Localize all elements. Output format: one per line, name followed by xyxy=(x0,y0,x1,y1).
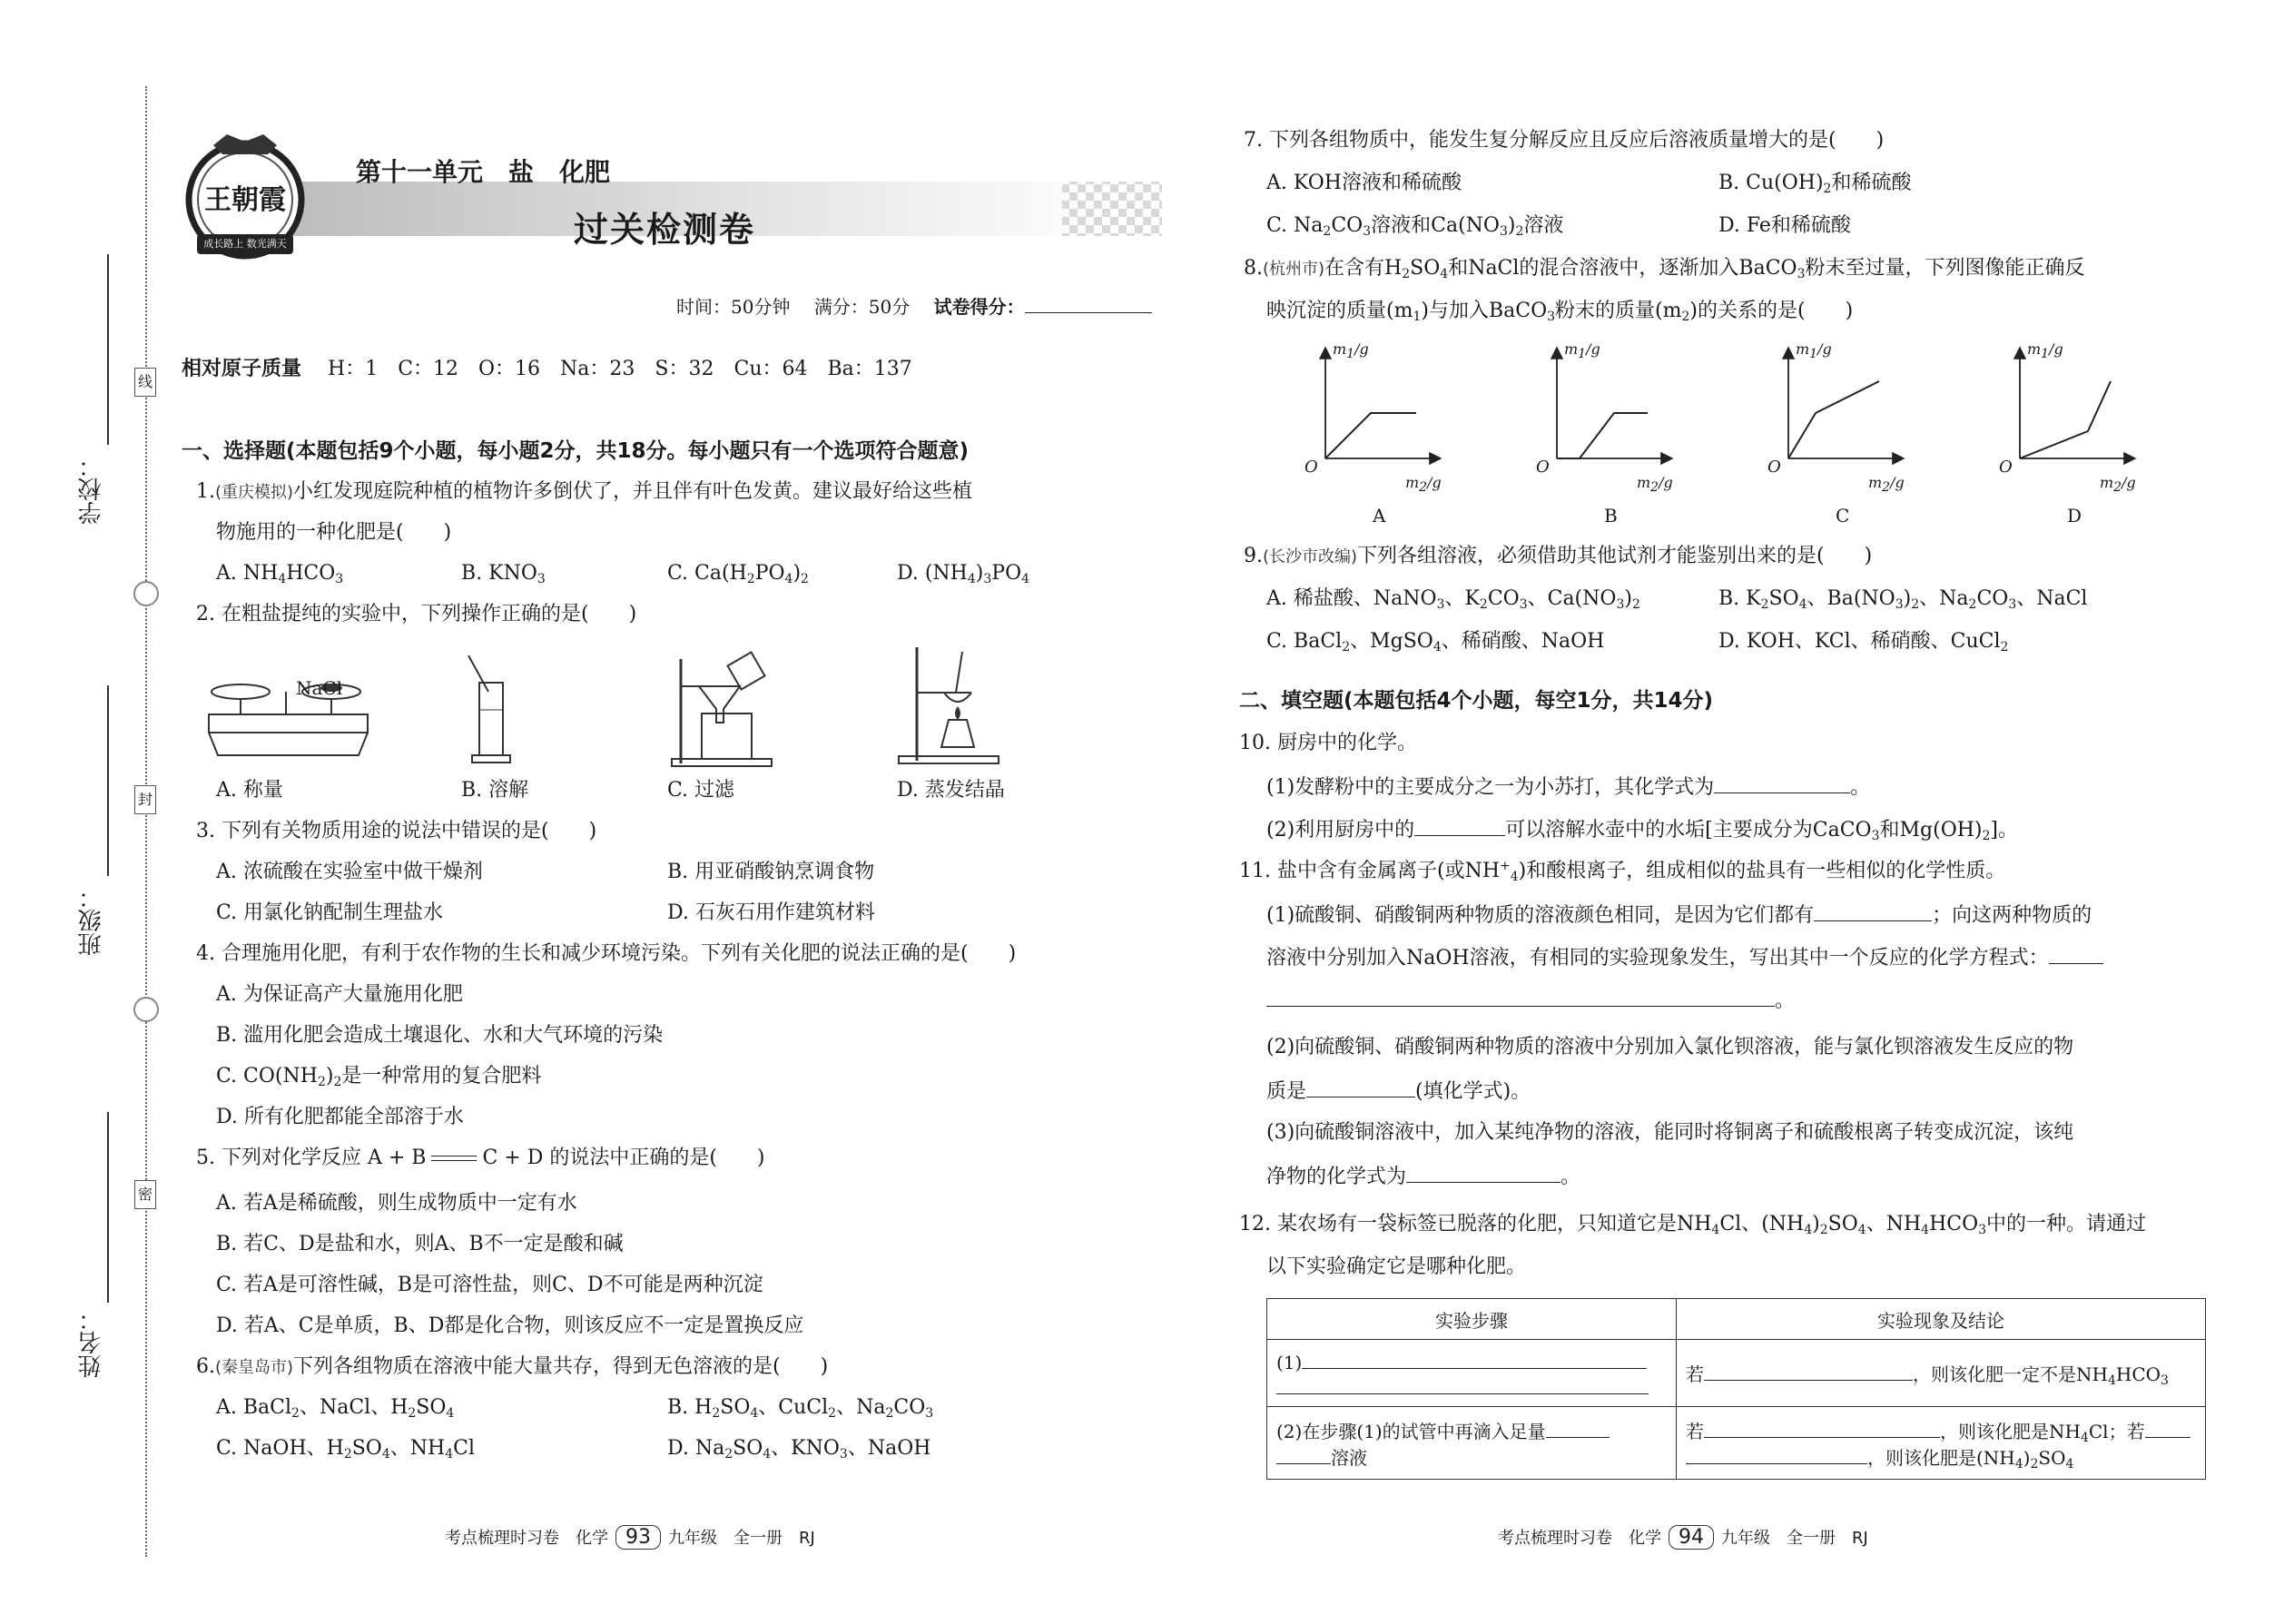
exam-full-score: 满分：50分 xyxy=(813,296,911,318)
q8-text-g: )的关系的是( ) xyxy=(1689,300,1854,322)
exam-time: 时间：50分钟 xyxy=(676,296,791,318)
score-blank xyxy=(1025,292,1152,313)
q9-option-b[interactable]: B. $K_2SO_4$、$Ba(NO_3)_2$、$Na_2CO_3$、NaCl xyxy=(1718,587,2088,612)
q11-blank-2[interactable] xyxy=(1266,986,1775,1007)
q10-part1: (1)发酵粉中的主要成分之一为小苏打，其化学式为 。 xyxy=(1266,773,1870,802)
q3-option-a[interactable]: A. 浓硫酸在实验室中做干燥剂 xyxy=(216,861,483,883)
table-row1-steps xyxy=(1267,1340,1677,1407)
footer-left-book: 考点梳理时习卷 化学 xyxy=(445,1529,608,1548)
q4-option-a[interactable]: A. 为保证高产大量施用化肥 xyxy=(216,983,463,1006)
graph-d-ylabel: $m_1/g$ xyxy=(2027,340,2063,361)
nacl-label: NaCl xyxy=(296,677,343,699)
q9-text: 下列各组溶液，必须借助其他试剂才能鉴别出来的是( ) xyxy=(1357,545,1873,567)
q5-option-d[interactable]: D. 若A、C是单质，B、D都是化合物，则该反应不一定是置换反应 xyxy=(216,1314,804,1337)
table-blank-1[interactable] xyxy=(1302,1348,1647,1369)
question-5 xyxy=(196,1145,765,1172)
q7-option-d[interactable]: D. Fe和稀硫酸 xyxy=(1718,214,1851,237)
q5-option-a[interactable]: A. 若A是稀硫酸，则生成物质中一定有水 xyxy=(216,1192,577,1215)
q3-option-d[interactable]: D. 石灰石用作建筑材料 xyxy=(667,901,875,924)
q8-text-c: 粉末至过量，下列图像能正确反 xyxy=(1805,257,2085,280)
question-9 xyxy=(1244,543,1872,571)
q1-option-a[interactable]: A. $NH_4HCO_3$ xyxy=(216,562,344,586)
balance-illustration xyxy=(200,674,381,764)
exam-meta xyxy=(676,292,1152,320)
filter-illustration xyxy=(667,650,776,768)
page-number-right: 94 xyxy=(1669,1525,1714,1550)
table-row2-if: 若 xyxy=(1686,1420,1704,1442)
graph-c-y-var: m xyxy=(1796,340,1810,358)
q2-option-d[interactable]: D. 蒸发结晶 xyxy=(897,779,1005,802)
graph-c-curve xyxy=(1788,381,1879,458)
q5-option-c[interactable]: C. 若A是可溶性碱，B是可溶性盐，则C、D不可能是两种沉淀 xyxy=(216,1274,763,1296)
q8-source: (杭州市) xyxy=(1263,260,1325,279)
q12-text-d: 、NH xyxy=(1866,1213,1922,1235)
q8-text-f: 粉末的质量(m xyxy=(1555,300,1682,322)
experiment-table xyxy=(1266,1298,2206,1480)
q11-text-b: )和酸根离子，组成相似的盐具有一些相似的化学性质。 xyxy=(1518,860,2006,882)
q9-option-a-label: A. 稀盐酸、NaNO xyxy=(1266,587,1437,610)
q2-option-c[interactable]: C. 过滤 xyxy=(667,779,735,802)
footer-right xyxy=(1498,1525,1868,1550)
graph-b-curve xyxy=(1557,413,1648,458)
q10-part2-text-b: 可以溶解水壶中的水垢[主要成分为CaCO xyxy=(1505,819,1872,842)
table-header-row xyxy=(1267,1299,2206,1340)
table-row1-step-label: (1) xyxy=(1276,1351,1303,1373)
graph-d-x-unit: /g xyxy=(2122,474,2136,491)
section1-title: 一、选择题(本题包括9个小题，每小题2分，共18分。每小题只有一个选项符合题意) xyxy=(182,439,970,463)
q10-part2-text-d: ]。 xyxy=(1990,819,2019,842)
table-header-results: 实验现象及结论 xyxy=(1677,1299,2206,1340)
table-row xyxy=(1267,1340,2206,1407)
graph-d-xlabel: $m_2/g$ xyxy=(2100,474,2136,495)
q6-option-d[interactable]: D. $Na_2SO_4$、$KNO_3$、NaOH xyxy=(667,1437,931,1462)
q12-text-a: 12. 某农场有一袋标签已脱落的化肥，只知道它是NH xyxy=(1239,1213,1712,1235)
q7-option-c[interactable]: C. $Na_2CO_3$溶液和$Ca(NO_3)_2$溶液 xyxy=(1266,214,1564,239)
q10-part2-text-a: (2)利用厨房中的 xyxy=(1266,819,1415,842)
graph-b-y-var: m xyxy=(1564,340,1579,358)
q5-equals-sign xyxy=(431,1156,477,1161)
section2-title: 二、填空题(本题包括4个小题，每空1分，共14分) xyxy=(1239,689,1714,713)
table-row2-steps xyxy=(1267,1407,1677,1480)
q7-option-b[interactable]: B. $Cu(OH)_2$和稀硫酸 xyxy=(1718,172,1912,196)
q10-part2: (2)利用厨房中的 可以溶解水壶中的水垢[主要成分为CaCO$_3$和$Mg(OH)_2$]。 xyxy=(1266,815,2018,844)
q6-option-d-label: D. Na xyxy=(667,1437,725,1460)
q7-option-b-label: B. Cu(OH) xyxy=(1718,172,1824,194)
q6-option-c[interactable]: C. NaOH、$H_2SO_4$、$NH_4Cl$ xyxy=(216,1437,475,1462)
side-mark-close: 密 xyxy=(134,1180,156,1209)
q12-text-e: HCO xyxy=(1929,1213,1979,1235)
q1-option-d[interactable]: D. $(NH_4)_3PO_4$ xyxy=(897,562,1030,586)
table-row2-conclusion-a: ，则该化肥是NH xyxy=(1940,1420,2081,1442)
graph-b-xlabel: $m_2/g$ xyxy=(1637,474,1673,495)
dissolve-illustration xyxy=(463,655,517,769)
graph-c-ylabel: $m_1/g$ xyxy=(1796,340,1832,361)
q12-text-b: Cl、(NH xyxy=(1719,1213,1805,1235)
q4-option-d[interactable]: D. 所有化肥都能全部溶于水 xyxy=(216,1106,464,1128)
q1-option-c-label: C. Ca(H xyxy=(667,562,747,585)
atomic-mass-label: 相对原子质量 xyxy=(182,358,302,380)
q6-option-c-label: C. NaOH、H xyxy=(216,1437,344,1460)
q8-option-b[interactable]: B xyxy=(1604,505,1618,527)
q8-text-b: 和NaCl的混合溶液中，逐渐加入BaCO xyxy=(1448,257,1797,280)
q8-number: 8. xyxy=(1244,257,1263,280)
question-4: 4. 合理施用化肥，有利于农作物的生长和减少环境污染。下列有关化肥的说法正确的是( ) xyxy=(196,942,1017,965)
q8-option-c[interactable]: C xyxy=(1836,505,1850,527)
q5-text-a: 5. 下列对化学反应 A + B xyxy=(196,1147,427,1169)
graph-c xyxy=(1788,349,1902,458)
logo-brand: 王朝霞 xyxy=(204,184,286,216)
question-1 xyxy=(196,478,972,507)
q9-option-c-label: C. BaCl xyxy=(1266,630,1343,653)
q6-number: 6. xyxy=(196,1355,215,1378)
table-row2-formula-a: Cl；若 xyxy=(2088,1420,2145,1442)
binding-hole xyxy=(133,997,159,1022)
q10-part2-text-c: 和Mg(OH) xyxy=(1879,819,1983,842)
q11-part1-eq: 。 xyxy=(1266,986,1795,1015)
graph-a-ylabel: $m_1/g$ xyxy=(1333,340,1369,361)
q6-option-a-label: A. BaCl xyxy=(216,1396,292,1419)
q11-blank-3[interactable] xyxy=(1306,1077,1415,1097)
side-class-blank xyxy=(107,685,109,876)
q2-option-b[interactable]: B. 溶解 xyxy=(461,779,529,802)
q8-option-d[interactable]: D xyxy=(2067,505,2082,527)
q8-text-d: 映沉淀的质量(m xyxy=(1266,300,1413,322)
q9-option-c[interactable]: C. BaCl$_2$、MgSO$_4$、稀硝酸、NaOH xyxy=(1266,630,1605,655)
q11-part1-text-b: ；向这两种物质的 xyxy=(1932,904,2092,927)
q1-text: 小红发现庭院种植的植物许多倒伏了，并且伴有叶色发黄。建议最好给这些植 xyxy=(293,480,973,503)
q8-text-cont: 映沉淀的质量$(m_1)$与加入BaCO$_3$粉末的质量$(m_2)$的关系的是( ) xyxy=(1266,300,1854,324)
page-number-left: 93 xyxy=(615,1525,661,1550)
table-blank-1b[interactable] xyxy=(1276,1373,1649,1394)
side-class-label: 班级： xyxy=(78,885,105,956)
graph-b-ylabel: $m_1/g$ xyxy=(1564,340,1600,361)
side-mark-line: 线 xyxy=(134,368,156,397)
graph-c-x-unit: /g xyxy=(1890,474,1905,491)
graph-d-y-var: m xyxy=(2027,340,2042,358)
q11-part2: (2)向硫酸铜、硝酸铜两种物质的溶液中分别加入氯化钡溶液，能与氯化钡溶液发生反应的物 xyxy=(1266,1036,2074,1058)
q1-number: 1. xyxy=(196,480,215,503)
table-row1-formula: HCO xyxy=(2115,1363,2161,1385)
q11-part3-text-b: 净物的化学式为 xyxy=(1266,1166,1407,1188)
q11-part3-cont: 净物的化学式为 。 xyxy=(1266,1162,1580,1191)
graph-a-y-var: m xyxy=(1333,340,1347,358)
graph-d xyxy=(2020,349,2133,458)
question-3: 3. 下列有关物质用途的说法中错误的是( ) xyxy=(196,820,597,842)
q11-part2-text-c: (填化学式)。 xyxy=(1415,1080,1531,1103)
q12-text-cont: 以下实验确定它是哪种化肥。 xyxy=(1266,1255,1527,1278)
graph-a-y-unit: /g xyxy=(1354,340,1369,358)
q11-part1 xyxy=(1266,901,2092,930)
footer-right-book: 考点梳理时习卷 化学 xyxy=(1498,1529,1661,1548)
q11-blank-2a[interactable] xyxy=(2049,943,2103,964)
q1-option-a-label: A. NH xyxy=(216,562,279,585)
q4-option-b[interactable]: B. 滥用化肥会造成土壤退化、水和大气环境的污染 xyxy=(216,1024,664,1047)
q9-option-d[interactable]: D. KOH、KCl、稀硝酸、CuCl$_2$ xyxy=(1718,630,2009,655)
publisher-logo xyxy=(177,127,313,263)
q1-option-b-label: B. KNO xyxy=(461,562,537,585)
table-row2-step-text: (2)在步骤(1)的试管中再滴入足量 xyxy=(1276,1420,1546,1442)
table-row xyxy=(1267,1407,2206,1480)
table-row1-results: 若 ，则该化肥一定不是$NH_4HCO_3$ xyxy=(1677,1340,2206,1407)
q9-source: (长沙市改编) xyxy=(1263,547,1358,566)
q4-option-c[interactable]: C. $CO(NH_2)_2$是一种常用的复合肥料 xyxy=(216,1065,542,1089)
graph-a xyxy=(1325,349,1439,458)
graph-b-x-var: m xyxy=(1637,474,1651,491)
evaporate-illustration xyxy=(894,643,1003,765)
question-12: 12. 某农场有一袋标签已脱落的化肥，只知道它是$NH_4Cl$、$(NH_4)_2SO_4$、$NH_4HCO_3$中的一种。请通过 xyxy=(1239,1213,2147,1237)
graph-b-x-unit: /g xyxy=(1659,474,1673,491)
table-blank-4[interactable] xyxy=(1704,1417,1940,1438)
q1-option-b[interactable]: B. $KNO_3$ xyxy=(461,562,546,586)
table-header-steps: 实验步骤 xyxy=(1267,1299,1677,1340)
table-row2-formula-b: SO xyxy=(2038,1446,2066,1469)
q1-option-c[interactable]: C. $Ca(H_2PO_4)_2$ xyxy=(667,562,809,586)
q11-part1-text-c: 溶液中分别加入NaOH溶液，有相同的实验现象发生，写出其中一个反应的化学方程式： xyxy=(1266,947,2049,969)
binding-dotted-line xyxy=(145,86,147,1557)
page-title: 过关检测卷 xyxy=(574,210,756,250)
logo-motto: 成长路上 数光满天 xyxy=(203,238,287,250)
q11-part1-cont xyxy=(1266,943,2103,972)
question-6 xyxy=(196,1353,828,1382)
q9-option-a[interactable]: A. 稀盐酸、NaNO$_3$、$K_2CO_3$、$Ca(NO_3)_2$ xyxy=(1266,587,1640,612)
table-row2-conclusion-b: ，则该化肥是(NH xyxy=(1867,1446,2015,1469)
q6-source: (秦皇岛市) xyxy=(215,1358,294,1377)
table-blank-3b[interactable] xyxy=(1276,1443,1331,1464)
q7-option-c-tail: 溶液 xyxy=(1523,214,1564,237)
unit-title: 第十一单元 盐 化肥 xyxy=(356,157,611,187)
graph-a-x-var: m xyxy=(1405,474,1420,491)
q6-option-b[interactable]: B. $H_2SO_4$、CuCl$_2$、$Na_2CO_3$ xyxy=(667,1396,934,1421)
side-name-label: 姓名： xyxy=(78,1307,105,1378)
graph-c-x-var: m xyxy=(1868,474,1883,491)
side-name-blank xyxy=(107,1112,109,1303)
atomic-mass-values: H：1 C：12 O：16 Na：23 S：32 Cu：64 Ba：137 xyxy=(328,358,912,380)
q3-option-c[interactable]: C. 用氯化钠配制生理盐水 xyxy=(216,901,444,924)
q12-text-f: 中的一种。请通过 xyxy=(1986,1213,2147,1235)
graph-d-x-var: m xyxy=(2100,474,2114,491)
graph-a-x-unit: /g xyxy=(1427,474,1442,491)
graph-b-y-unit: /g xyxy=(1586,340,1600,358)
q4-option-c-text: 是一种常用的复合肥料 xyxy=(341,1065,542,1088)
q11-part2-text-b: 质是 xyxy=(1266,1080,1307,1103)
table-row2-results: 若 ，则该化肥是$NH_4Cl$；若 ，则该化肥是$(NH_4)_2SO_4$ xyxy=(1677,1407,2206,1480)
q12-text-c: SO xyxy=(1827,1213,1858,1235)
question-10: 10. 厨房中的化学。 xyxy=(1239,732,1417,754)
graph-a-curve xyxy=(1325,413,1416,458)
table-row2-step-tail: 溶液 xyxy=(1331,1446,1367,1469)
q5-text-b: C + D 的说法中正确的是( ) xyxy=(482,1147,765,1169)
q11-blank-1[interactable] xyxy=(1814,901,1932,921)
graph-b-origin: O xyxy=(1536,458,1550,477)
binding-hole xyxy=(133,581,159,606)
side-school-label: 学校： xyxy=(78,454,105,525)
q9-option-d-label: D. KOH、KCl、稀硝酸、CuCl xyxy=(1718,630,2001,653)
q1-text-cont: 物施用的一种化肥是( ) xyxy=(216,521,452,544)
q10-blank-1[interactable] xyxy=(1714,773,1850,793)
graph-d-y-unit: /g xyxy=(2049,340,2063,358)
q10-part1-text: (1)发酵粉中的主要成分之一为小苏打，其化学式为 xyxy=(1266,776,1715,799)
graph-a-xlabel: $m_2/g$ xyxy=(1405,474,1442,495)
table-blank-2[interactable] xyxy=(1704,1360,1913,1381)
table-blank-3[interactable] xyxy=(1546,1417,1610,1438)
table-blank-5[interactable] xyxy=(2145,1417,2191,1438)
q11-blank-4[interactable] xyxy=(1406,1162,1561,1183)
question-7: 7. 下列各组物质中，能发生复分解反应且反应后溶液质量增大的是( ) xyxy=(1244,129,1885,152)
table-row1-if: 若 xyxy=(1686,1363,1704,1385)
graph-c-origin: O xyxy=(1767,458,1781,477)
graph-d-curve xyxy=(2020,381,2111,458)
exam-score-label: 试卷得分： xyxy=(933,296,1025,318)
q7-option-c-label: C. Na xyxy=(1266,214,1324,237)
q7-option-c-text: 溶液和Ca(NO xyxy=(1371,214,1500,237)
question-8: 8.(杭州市)在含有$H_2SO_4$和NaCl的混合溶液中，逐渐加入BaCO$_3$粉末至过量，下列图像能正确反 xyxy=(1244,257,2085,281)
q1-option-d-label: D. (NH xyxy=(897,562,968,585)
q6-option-b-label: B. H xyxy=(667,1396,713,1419)
question-11: 11. 盐中含有金属离子(或$NH^+_4$)和酸根离子，组成相似的盐具有一些相似的化学性质。 xyxy=(1239,859,2006,884)
table-blank-6[interactable] xyxy=(1686,1443,1867,1464)
footer-right-grade: 九年级 全一册 RJ xyxy=(1721,1529,1868,1548)
graph-b xyxy=(1557,349,1670,458)
footer-left-grade: 九年级 全一册 RJ xyxy=(668,1529,815,1548)
q7-option-a[interactable]: A. KOH溶液和稀硫酸 xyxy=(1266,172,1462,194)
q4-option-c-label: C. CO(NH xyxy=(216,1065,318,1088)
q9-number: 9. xyxy=(1244,545,1263,567)
q1-source: (重庆模拟) xyxy=(215,483,294,502)
table-row1-conclusion: ，则该化肥一定不是NH xyxy=(1913,1363,2108,1385)
q11-part3: (3)向硫酸铜溶液中，加入某纯净物的溶液，能同时将铜离子和硫酸根离子转变成沉淀，该纯 xyxy=(1266,1121,2074,1144)
q8-option-a[interactable]: A xyxy=(1373,505,1386,527)
graph-d-origin: O xyxy=(1999,458,2013,477)
q6-option-a[interactable]: A. BaCl$_2$、NaCl、$H_2SO_4$ xyxy=(216,1396,455,1421)
q11-text-a: 11. 盐中含有金属离子(或NH xyxy=(1239,860,1500,882)
question-2: 2. 在粗盐提纯的实验中，下列操作正确的是( ) xyxy=(196,603,637,625)
graph-c-y-unit: /g xyxy=(1817,340,1832,358)
footer-left xyxy=(445,1525,815,1550)
q10-blank-2[interactable] xyxy=(1414,815,1505,836)
q6-text: 下列各组物质在溶液中能大量共存，得到无色溶液的是( ) xyxy=(293,1355,829,1378)
q11-part2-cont xyxy=(1266,1077,1531,1106)
side-mark-seal: 封 xyxy=(134,785,156,814)
graph-a-origin: O xyxy=(1305,458,1318,477)
side-school-blank xyxy=(107,254,109,445)
q11-part1-text-a: (1)硫酸铜、硝酸铜两种物质的溶液颜色相同，是因为它们都有 xyxy=(1266,904,1815,927)
q8-text-e: )与加入BaCO xyxy=(1421,300,1548,322)
atomic-mass xyxy=(182,356,912,383)
q2-option-a[interactable]: A. 称量 xyxy=(216,779,283,802)
q8-text-a: 在含有H xyxy=(1324,257,1403,280)
graph-c-xlabel: $m_2/g$ xyxy=(1868,474,1905,495)
q7-option-b-text: 和稀硫酸 xyxy=(1831,172,1912,194)
q5-option-b[interactable]: B. 若C、D是盐和水，则A、B不一定是酸和碱 xyxy=(216,1233,624,1255)
q3-option-b[interactable]: B. 用亚硝酸钠烹调食物 xyxy=(667,861,875,883)
q9-option-b-label: B. K xyxy=(1718,587,1761,610)
